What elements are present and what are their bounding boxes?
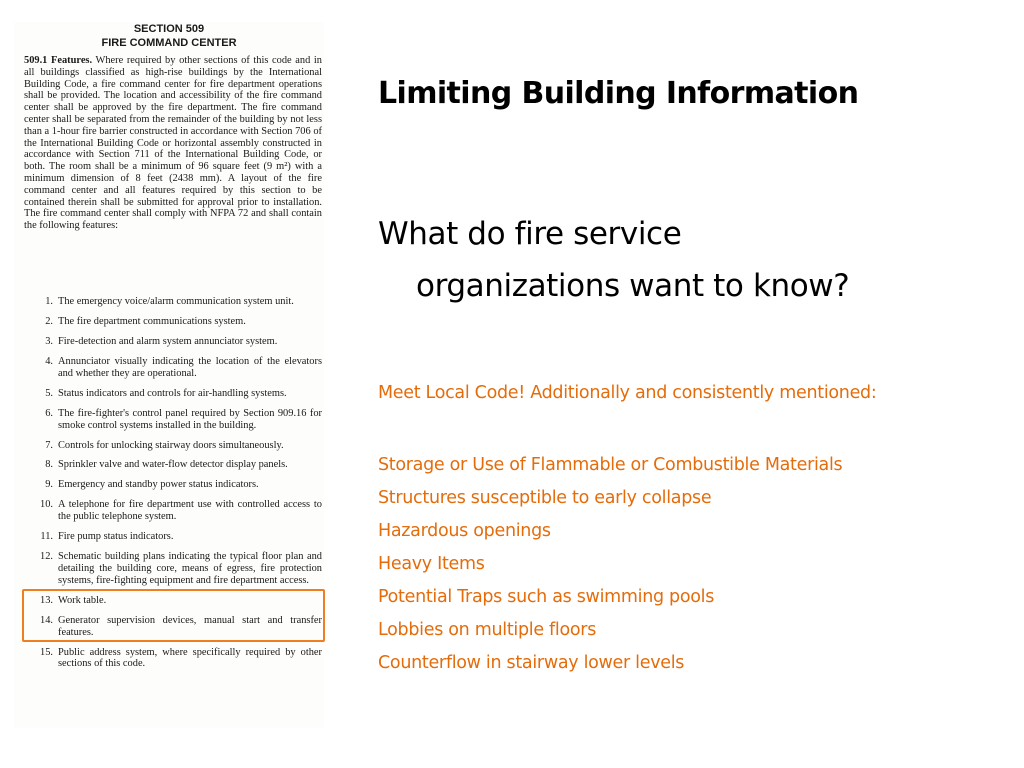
list-item: Potential Traps such as swimming pools	[378, 587, 715, 607]
list-item: 9. Emergency and standby power status indicators.	[45, 479, 259, 491]
section-heading: FIRE COMMAND CENTER	[101, 37, 237, 49]
paragraph-lead: 509.1 Features.	[24, 55, 93, 66]
question-line-1: What do fire service	[378, 216, 682, 252]
list-item: Storage or Use of Flammable or Combustible Materials	[378, 455, 843, 475]
section-number: SECTION 509	[133, 23, 205, 35]
list-item: 15. Public address system, where specifically required by other sections of this code.	[40, 646, 322, 670]
list-item: 7. Controls for unlocking stairway doors simultaneously.	[45, 439, 284, 451]
list-item: Structures susceptible to early collapse	[378, 488, 712, 508]
list-item: 10. A telephone for fire department use with controlled access to the public telephone system.	[40, 499, 322, 523]
slide-question	[378, 208, 998, 312]
intro-text: Meet Local Code! Additionally and consistently mentioned:	[378, 383, 877, 403]
list-item: 14. Generator supervision devices, manual start and transfer features.	[40, 614, 322, 638]
paragraph-text: Where required by other sections of this code and in all buildings classified as high-rise buildings by the International Building Code, a fire command center for fire department operations shall be provided. The location and accessibility of the fire command center shall be approved by the fire department. The fire command center shall be separated from the remainder of the building by not less than a 1-hour fire barrier constructed in accordance with Section 706 of the International Building Code or horizontal assembly constructed in accordance with Section 711 of the International Building Code, or both. The room shall be a minimum of 96 square feet (9 m²) with a minimum dimension of 8 feet (2438 mm). A layout of the fire command center and all features required by this section to be contained therein shall be submitted for approval prior to installation. The fire command center shall comply with NFPA 72 and shall contain the following features:	[24, 55, 322, 232]
list-item: 6. The fire-fighter's control panel required by Section 909.16 for smoke control systems installed in the building.	[45, 407, 322, 431]
list-item: 5. Status indicators and controls for air-handling systems.	[45, 387, 287, 399]
list-item: 2. The fire department communications system.	[45, 315, 246, 327]
list-item: 4. Annunciator visually indicating the location of the elevators and whether they are operational.	[45, 355, 322, 379]
list-item: 3. Fire-detection and alarm system annunciator system.	[45, 335, 278, 347]
list-item: Hazardous openings	[378, 521, 551, 541]
list-item: Lobbies on multiple floors	[378, 620, 597, 640]
list-item: Counterflow in stairway lower levels	[378, 653, 685, 673]
list-item: Heavy Items	[378, 554, 485, 574]
highlight-box	[22, 589, 325, 642]
list-item: 13. Work table.	[40, 594, 107, 606]
list-item: 11. Fire pump status indicators.	[40, 531, 174, 543]
slide-title: Limiting Building Information	[378, 76, 859, 111]
list-item: 1. The emergency voice/alarm communication system unit.	[45, 296, 294, 307]
concerns-list	[378, 449, 842, 680]
section-paragraph	[24, 55, 322, 232]
question-line-2: organizations want to know?	[416, 268, 850, 304]
list-item-highlighted: 12. Schematic building plans indicating the typical floor plan and detailing the building core, means of egress, fire protection systems, fire-fighting equipment and fire department access.	[40, 551, 322, 586]
list-item: 8. Sprinkler valve and water-flow detector display panels.	[45, 459, 288, 471]
code-excerpt-scan	[14, 22, 324, 728]
